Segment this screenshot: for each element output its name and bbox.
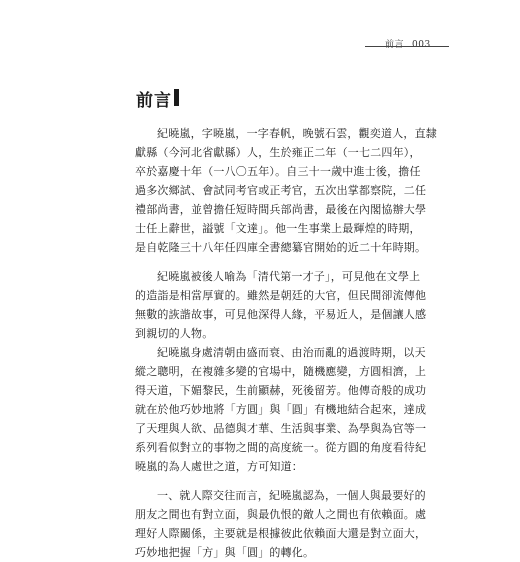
text-line: 獻縣（今河北省獻縣）人，生於雍正二年（一七二四年）， (135, 146, 421, 159)
text-line: 巧妙地把握「方」與「圓」的轉化。 (135, 546, 315, 559)
title-bar-mark (174, 89, 179, 106)
text-line: 一、就人際交往而言，紀曉嵐認為，一個人與最要好的 (157, 489, 426, 502)
text-line: 了天理與人欲、品德與才華、生活與事業、為學與為官等一 (135, 422, 427, 435)
text-line: 到親切的人物。 (135, 327, 214, 340)
text-line: 得天道，下媚黎民，生前顯赫，死後留芳。他傳奇般的成功 (135, 384, 427, 397)
running-header-title: 前言 (385, 40, 405, 50)
text-line: 禮部尚書，並曾擔任短時間兵部尚書，最後在內閣協辦大學 (135, 203, 427, 216)
text-line: 縱之聰明，在複雜多變的官場中，隨機應變，方圓相濟，上 (135, 365, 427, 378)
header-rule (365, 46, 449, 47)
page-number: 003 (412, 40, 431, 50)
text-line: 是自乾隆三十八年任四庫全書總纂官開始的近二十年時期。 (135, 241, 427, 254)
text-line: 曉嵐的為人處世之道，方可知道： (135, 460, 303, 473)
text-line: 系列看似對立的事物之間的高度統一。從方圓的角度看待紀 (135, 441, 427, 454)
running-header (385, 37, 431, 50)
section-title: 前言 (136, 91, 172, 111)
text-line: 過多次鄉試、會試同考官或正考官，五次出掌都察院，二任 (135, 184, 427, 197)
paragraph (135, 124, 437, 257)
paragraph (135, 343, 427, 476)
paragraph-gap (135, 476, 387, 486)
paragraph (135, 267, 427, 343)
text-line: 朋友之間也有對立面，與最仇恨的敵人之間也有依賴面。處 (135, 508, 427, 521)
text-line: 無數的詼諧故事，可見他深得人緣，平易近人，是個讓人感 (135, 308, 427, 321)
text-line: 紀曉嵐被後人喻為「清代第一才子」，可見他在文學上 (157, 270, 421, 283)
text-line: 紀曉嵐，字曉嵐，一字春帆，晚號石雲，觀奕道人，直隸 (157, 127, 437, 140)
text-line: 紀曉嵐身處清朝由盛而衰、由治而亂的過渡時期，以天 (157, 346, 426, 359)
text-line: 的造詣是相當厚實的。雖然是朝廷的大官，但民間卻流傳他 (135, 289, 427, 302)
paragraph-gap (135, 257, 387, 267)
text-line: 卒於嘉慶十年（一八〇五年）。自三十一歲中進士後，擔任 (135, 165, 421, 178)
text-line: 理好人際關係，主要就是根據彼此依賴面大還是對立面大， (135, 527, 427, 540)
paragraph (135, 486, 427, 562)
text-line: 就在於他巧妙地將「方圓」與「圓」有機地結合起來，達成 (135, 403, 427, 416)
body-text (135, 124, 437, 562)
text-line: 士任上辭世，謚號「文達」。他一生事業上最輝煌的時期， (135, 222, 421, 235)
